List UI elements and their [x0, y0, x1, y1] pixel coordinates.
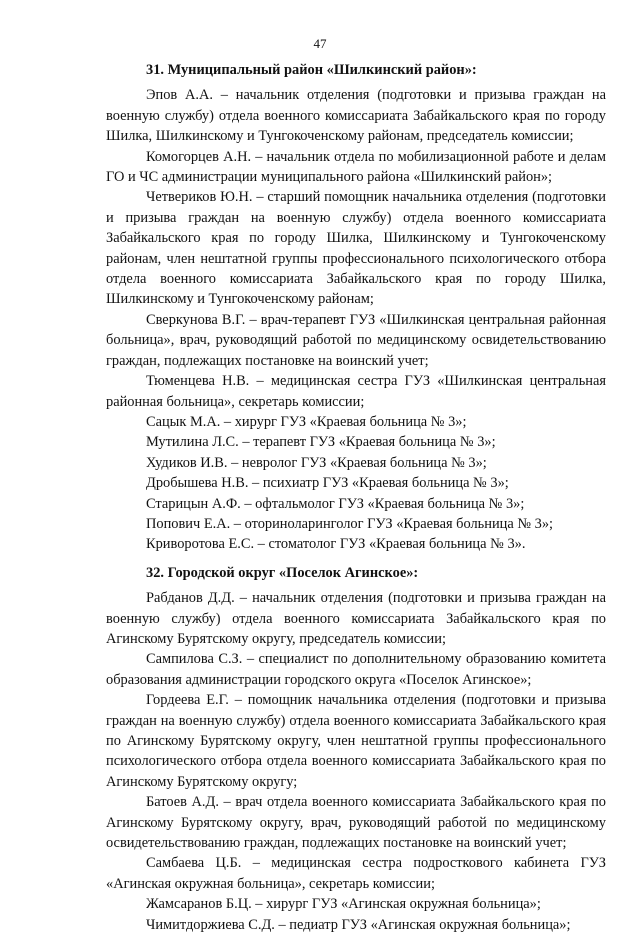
paragraph: Сверкунова В.Г. – врач-терапевт ГУЗ «Шилкинская центральная районная больница», врач, руководящий работой по медицинскому освидетельствованию граждан, подлежащих постановке на воинский учет; — [106, 311, 606, 369]
page-number: 47 — [313, 36, 327, 51]
paragraph: Худиков И.В. – невролог ГУЗ «Краевая больница № 3»; — [146, 454, 487, 471]
paragraph: Эпов А.А. – начальник отделения (подготовки и призыва граждан на военную службу) отдела военного комиссариата Забайкальского края по городу Шилка, Шилкинскому и Тунгокоченскому районам, председатель комиссии; — [106, 87, 606, 145]
paragraph: Старицын А.Ф. – офтальмолог ГУЗ «Краевая больница № 3»; — [146, 495, 525, 512]
document-body — [106, 60, 606, 935]
paragraph: Попович Е.А. – оториноларинголог ГУЗ «Краевая больница № 3»; — [146, 515, 554, 532]
paragraph: Четвериков Ю.Н. – старший помощник начальника отделения (подготовки и призыва граждан на военную службу) отдела военного комиссариата Забайкальского края по городу Шилка, Шилкинскому и Тунгокоченскому районам, член нештатной группы профессионального психологического отбора отдела военного комиссариата Забайкальского края по городу Шилка, Шилкинскому и Тунгокоченскому районам; — [106, 189, 606, 308]
section-heading: 32. Городской округ «Поселок Агинское»: — [146, 564, 419, 581]
section-aginskoe-district — [106, 563, 606, 935]
section-shilkinsky-district — [106, 60, 606, 555]
paragraph: Сампилова С.З. – специалист по дополнительному образованию комитета образования администрации городского округа «Поселок Агинское»; — [106, 651, 606, 688]
paragraph: Гордеева Е.Г. – помощник начальника отделения (подготовки и призыва граждан на военную службу) отдела военного комиссариата Забайкальского края по Агинскому Бурятскому округу, член нештатной группы профессионального психологического отбора отдела военного комиссариата Забайкальского края по Агинскому Бурятскому округу; — [106, 692, 606, 790]
paragraph: Чимитдоржиева С.Д. – педиатр ГУЗ «Агинская окружная больница»; — [146, 916, 571, 933]
paragraph: Криворотова Е.С. – стоматолог ГУЗ «Краевая больница № 3». — [146, 536, 526, 553]
paragraph: Рабданов Д.Д. – начальник отделения (подготовки и призыва граждан на военную службу) отдела военного комиссариата Забайкальского края по Агинскому Бурятскому округу, председатель комиссии; — [106, 590, 606, 647]
section-spacer — [106, 555, 606, 563]
paragraph: Жамсаранов Б.Ц. – хирург ГУЗ «Агинская окружная больница»; — [146, 896, 541, 913]
paragraph: Батоев А.Д. – врач отдела военного комиссариата Забайкальского края по Агинскому Бурятскому округу, врач, руководящий работой по медицинскому освидетельствованию граждан, подлежащих постановке на воинский учет; — [106, 794, 606, 852]
section-heading: 31. Муниципальный район «Шилкинский район»: — [146, 62, 477, 78]
paragraph: Мутилина Л.С. – терапевт ГУЗ «Краевая больница № 3»; — [146, 434, 496, 451]
paragraph: Самбаева Ц.Б. – медицинская сестра подросткового кабинета ГУЗ «Агинская окружная больница», секретарь комиссии; — [106, 855, 606, 892]
paragraph: Дробышева Н.В. – психиатр ГУЗ «Краевая больница № 3»; — [146, 475, 509, 492]
paragraph: Сацык М.А. – хирург ГУЗ «Краевая больница № 3»; — [146, 413, 467, 430]
paragraph: Тюменцева Н.В. – медицинская сестра ГУЗ «Шилкинская центральная районная больница», секретарь комиссии; — [106, 373, 606, 410]
paragraph: Комогорцев А.Н. – начальник отдела по мобилизационной работе и делам ГО и ЧС администрации муниципального района «Шилкинский район»; — [106, 148, 606, 186]
